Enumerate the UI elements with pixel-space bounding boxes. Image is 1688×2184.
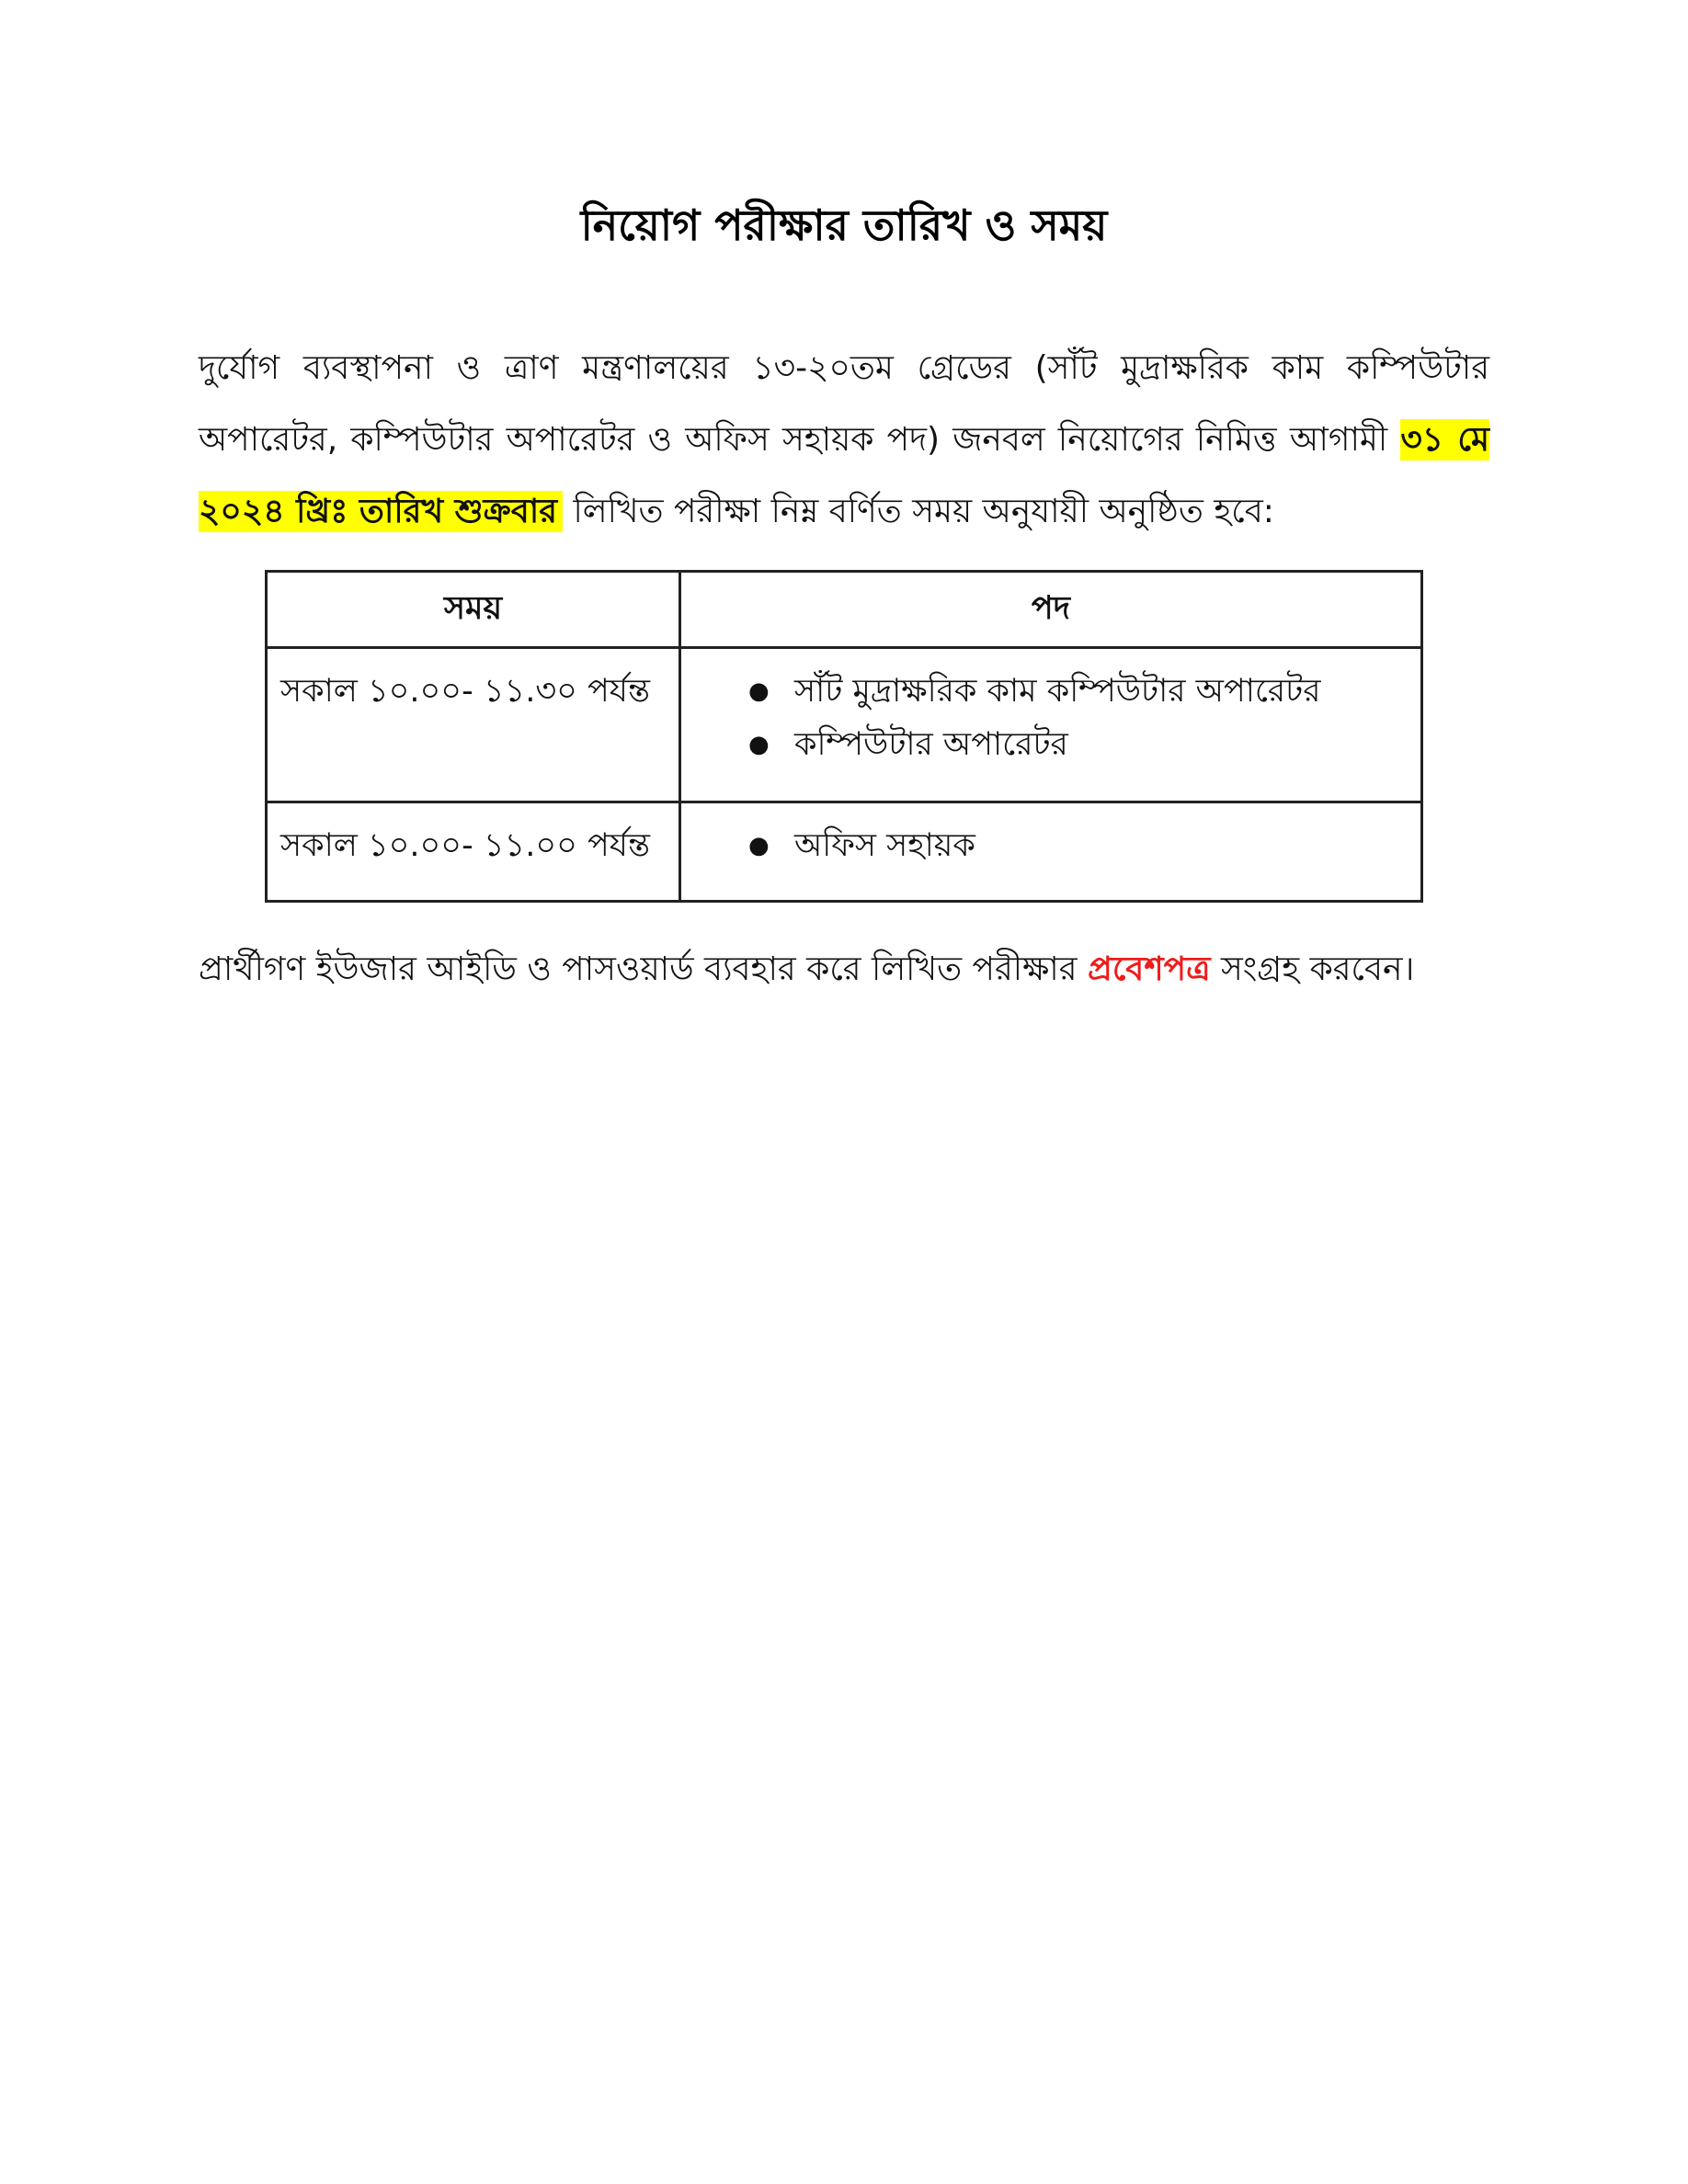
bullet-icon: ● [748,731,770,758]
post-cell [680,648,1422,802]
table-row [267,802,1422,902]
bullet-icon: ● [748,677,770,705]
post-list [682,804,1420,872]
exam-date-highlight: ৩১ মে ২০২৪ খ্রিঃ তারিখ শুক্রবার [199,421,1489,530]
post-cell [680,802,1422,902]
intro-text: দুর্যোগ ব্যবস্থাপনা ও ত্রাণ মন্ত্রণালয়ের ১৩-২০তম গ্রেডের (সাঁট মুদ্রাক্ষরিক কাম কম্পিউটার অপারেটর, কম্পিউটার অপারেটর ও অফিস সহায়ক পদ) জনবল নিয়োগের নিমিত্ত আগামী [199,349,1489,459]
outro-paragraph [199,943,1489,996]
exam-schedule-table [265,570,1423,903]
post-list [682,650,1420,771]
post-name: সাঁট মুদ্রাক্ষরিক কাম কম্পিউটার অপারেটর [794,673,1321,710]
page-title: নিয়োগ পরীক্ষার তারিখ ও সময় [580,200,1108,250]
header-time: সময় [267,572,680,648]
time-cell: সকাল ১০.০০- ১১.৩০ পর্যন্ত [267,648,680,802]
list-item [748,718,1420,771]
intro-paragraph [199,333,1489,548]
post-name: কম্পিউটার অপারেটর [794,726,1068,763]
intro-text-continued: লিখিত পরীক্ষা নিম্ন বর্ণিত সময় অনুযায়ী অনুষ্ঠিত হবে: [573,493,1274,530]
table-header-row [267,572,1422,648]
header-post: পদ [680,572,1422,648]
time-cell: সকাল ১০.০০- ১১.০০ পর্যন্ত [267,802,680,902]
list-item [748,819,1420,872]
bullet-icon: ● [748,832,770,859]
list-item [748,665,1420,718]
admit-card-text: প্রবেশপত্র [1087,950,1211,988]
post-name: অফিস সহায়ক [794,827,975,864]
outro-text-continued: সংগ্রহ করবেন। [1220,950,1415,988]
outro-text: প্রার্থীগণ ইউজার আইডি ও পাসওয়ার্ড ব্যবহার করে লিখিত পরীক্ষার [199,950,1078,988]
table-row [267,648,1422,802]
